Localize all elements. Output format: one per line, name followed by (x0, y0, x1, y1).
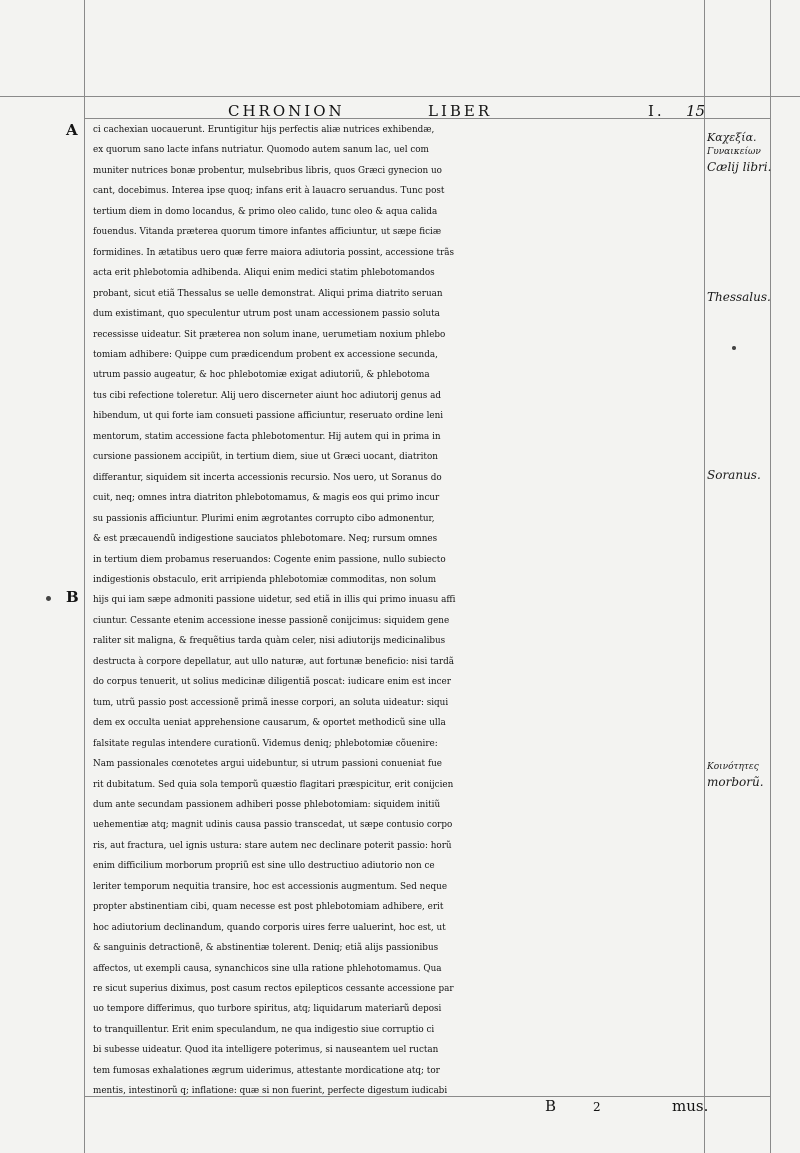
book-label: LIBER (428, 102, 493, 120)
text-line: dum ante secundam passionem adhiberi posse phlebotomiam: siquidem initiũ (93, 799, 441, 810)
margin-note-cachexia-line1: Καχεξία. (707, 131, 757, 144)
margin-note-koinotetes (707, 760, 797, 790)
section-marker-b: B (66, 588, 79, 606)
signature-mark: B (545, 1097, 557, 1115)
text-line: cant, docebimus. Interea ipse quoq; infans erit à lauacro seruandus. Tunc post (93, 186, 445, 197)
text-line: cursione passionem accipiũt, in tertium diem, siue ut Græci uocant, diatriton (93, 452, 438, 463)
margin-note-cachexia-line3: Cælij libri. (707, 160, 772, 174)
text-line: raliter sit maligna, & frequẽtius tarda quàm celer, nisi adiutorijs medicinalibus (93, 636, 446, 647)
text-line: in tertium diem probamus reseruandos: Cogente enim passione, nullo subiecto (93, 554, 446, 565)
text-line: & est præcauendũ indigestione sauciatos phlebotomare. Neq; rursum omnes (93, 534, 438, 545)
text-line: falsitate regulas intendere curationũ. Videmus deniq; phlebotomiæ cõuenire: (93, 738, 438, 749)
left-margin-rule (84, 0, 85, 1153)
text-line: & sanguinis detractionẽ, & abstinentiæ tolerent. Deniq; etiã alijs passionibus (93, 943, 439, 954)
text-line: recessisse uideatur. Sit præterea non solum inane, uerumetiam noxium phlebo (93, 329, 446, 340)
margin-note-thessalus-text: Thessalus. (707, 290, 771, 304)
text-line: utrum passio augeatur, & hoc phlebotomiæ exigat adiutoriũ, & phlebotoma (93, 370, 430, 381)
main-text-block (93, 120, 703, 1102)
margin-dot (46, 596, 51, 601)
catchword: mus. (672, 1097, 709, 1115)
folio-number: 15 (686, 102, 706, 120)
text-line: tomiam adhibere: Quippe cum prædicendum probent ex accessione secunda, (93, 349, 438, 360)
text-right-rule (704, 0, 705, 1153)
text-line: mentorum, statim accessione facta phlebotomentur. Hij autem qui in prima in (93, 431, 441, 442)
text-line: hijs qui iam sæpe admoniti passione uidetur, sed etiã in illis qui primo inuasu affi (93, 595, 456, 606)
text-line: hoc adiutorium declinandum, quando corporis uires ferre ualuerint, hoc est, ut (93, 922, 446, 933)
margin-note-soranus-text: Soranus. (707, 468, 761, 482)
text-line: dum existimant, quo speculentur utrum post unam accessionem passio soluta (93, 309, 440, 320)
margin-note-soranus (707, 468, 797, 483)
text-line: propter abstinentiam cibi, quam necesse est post phlebotomiam adhibere, erit (93, 902, 444, 913)
text-line: probant, sicut etiã Thessalus se uelle demonstrat. Aliqui prima diatrito seruan (93, 288, 443, 299)
text-line: affectos, ut exempli causa, synanchicos sine ulla ratione phlehotomamus. Qua (93, 963, 442, 974)
text-line: fouendus. Vitanda præterea quorum timore infantes afficiuntur, ut sæpe ficiæ (93, 227, 442, 238)
text-line: formidines. In ætatibus uero quæ ferre maiora adiutoria possint, accessione trãs (93, 247, 455, 258)
text-line: cuit, neq; omnes intra diatriton phlebotomamus, & magis eos qui primo incur (93, 493, 440, 504)
text-line: ciuntur. Cessante etenim accessione inesse passionẽ conijcimus: siquidem gene (93, 615, 450, 626)
text-line: hibendum, ut qui forte iam consueti passione afficiuntur, reseruato ordine leni (93, 411, 444, 422)
book-number: I. (648, 102, 665, 120)
text-line: muniter nutrices bonæ probentur, mulsebribus libris, quos Græci gynecion uo (93, 165, 442, 176)
text-line: destructa à corpore depellatur, aut ullo naturæ, aut fortunæ beneficio: nisi tardã (93, 656, 455, 667)
margin-note-thessalus (707, 290, 797, 305)
text-line: tum, utrũ passio post accessionẽ primã inesse corpori, an soluta uideatur: siqui (93, 697, 449, 708)
text-line: tem fumosas exhalationes ægrum uiderimus, attestante mordicatione atq; tor (93, 1065, 440, 1076)
text-line: differantur, siquidem sit incerta accessionis recursio. Nos uero, ut Soranus do (93, 472, 442, 483)
text-line: re sicut superius diximus, post casum rectos epilepticos cessante accessione par (93, 984, 454, 995)
text-line: rit dubitatum. Sed quia sola temporũ quæstio flagitari præspicitur, erit conijcien (93, 779, 454, 790)
text-line: indigestionis obstaculo, erit arripienda phlebotomiæ commoditas, non solum (93, 574, 437, 585)
text-line: tus cibi refectione toleretur. Alij uero discerneter aiunt hoc adiutorij genus ad (93, 390, 441, 401)
text-line: ris, aut fractura, uel ignis ustura: stare autem nec declinare poterit passio: horũ (93, 840, 452, 851)
top-header-rule (0, 96, 800, 97)
text-line: to tranquillentur. Erit enim speculandum, ne qua indigestio siue corruptio ci (93, 1024, 435, 1035)
text-line: Nam passionales cœnotetes argui uidebuntur, si utrum passioni conueniat fue (93, 759, 442, 770)
margin-dot-right (732, 346, 736, 350)
text-line: enim difficilium morborum propriũ est sine ullo destructiuo adiutorio non ce (93, 861, 435, 872)
text-line: uo tempore differimus, quo turbore spiritus, atq; liquidarum materiarũ deposi (93, 1004, 442, 1015)
margin-note-koinotetes-line2: morborũ. (707, 775, 764, 789)
text-line: ci cachexian uocauerunt. Eruntigitur hijs perfectis aliæ nutrices exhibendæ, (93, 125, 435, 135)
text-line: dem ex occulta ueniat apprehensione causarum, & oportet methodicũ sine ulla (93, 718, 446, 729)
under-header-rule (84, 118, 770, 119)
text-line: leriter temporum nequitia transire, hoc est accessionis augmentum. Sed neque (93, 881, 448, 892)
text-line: uehementiæ atq; magnit udinis causa passio transcedat, ut sæpe contusio corpo (93, 820, 453, 831)
text-line: bi subesse uideatur. Quod ita intelligere poterimus, si nauseantem uel ructan (93, 1045, 439, 1056)
running-title: CHRONION (228, 102, 345, 120)
margin-note-cachexia (707, 130, 797, 175)
margin-note-koinotetes-line1: Κοινότητες (707, 762, 759, 772)
margin-note-cachexia-line2: Γυναικείων (707, 147, 761, 157)
text-line: ex quorum sano lacte infans nutriatur. Quomodo autem sanum lac, uel com (93, 145, 429, 156)
text-line: su passionis afficiuntur. Plurimi enim ægrotantes corrupto cibo admonentur, (93, 513, 435, 524)
text-line: tertium diem in domo locandus, & primo oleo calido, tunc oleo & aqua calida (93, 206, 438, 217)
signature-number: 2 (593, 1100, 601, 1114)
text-line: do corpus tenuerit, ut solius medicinæ diligentiã poscat: iudicare enim est incer (93, 677, 451, 688)
text-line: mentis, intestinorũ q; inflatione: quæ si non fuerint, perfecte digestum iudicabi (93, 1086, 448, 1097)
section-marker-a: A (66, 121, 78, 139)
text-line: acta erit phlebotomia adhibenda. Aliqui enim medici statim phlebotomandos (93, 268, 435, 279)
